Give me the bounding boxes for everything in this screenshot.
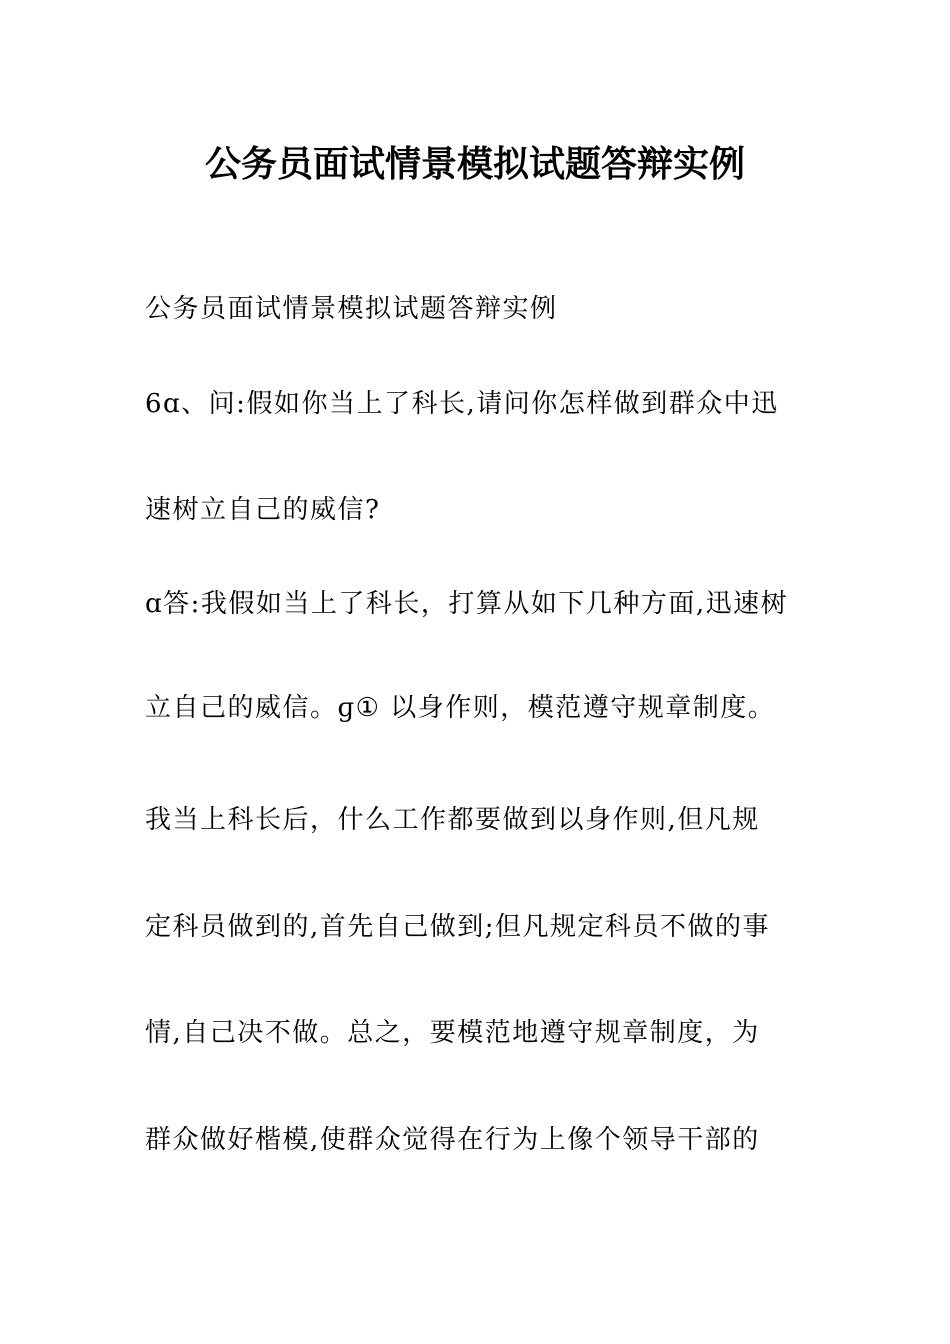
answer-line: 群众做好楷模,使群众觉得在行为上像个领导干部的: [145, 1125, 760, 1155]
answer-line: 情,自己决不做。总之，要模范地遵守规章制度，为: [145, 1018, 760, 1048]
answer-line: 定科员做到的,首先自己做到;但凡规定科员不做的事: [145, 912, 771, 942]
document-subtitle: 公务员面试情景模拟试题答辩实例: [145, 294, 558, 324]
document-title: 公务员面试情景模拟试题答辩实例: [204, 144, 745, 185]
question-line: 速树立自己的威信?: [145, 495, 381, 525]
question-line: 6ɑ、问:假如你当上了科长,请问你怎样做到群众中迅: [145, 389, 779, 419]
answer-line: ɑ答:我假如当上了科长，打算从如下几种方面,迅速树: [145, 589, 789, 619]
answer-line: 我当上科长后，什么工作都要做到以身作则,但凡规: [145, 805, 760, 835]
answer-line: 立自己的威信。ɡ① 以身作则，模范遵守规章制度。: [145, 693, 776, 723]
